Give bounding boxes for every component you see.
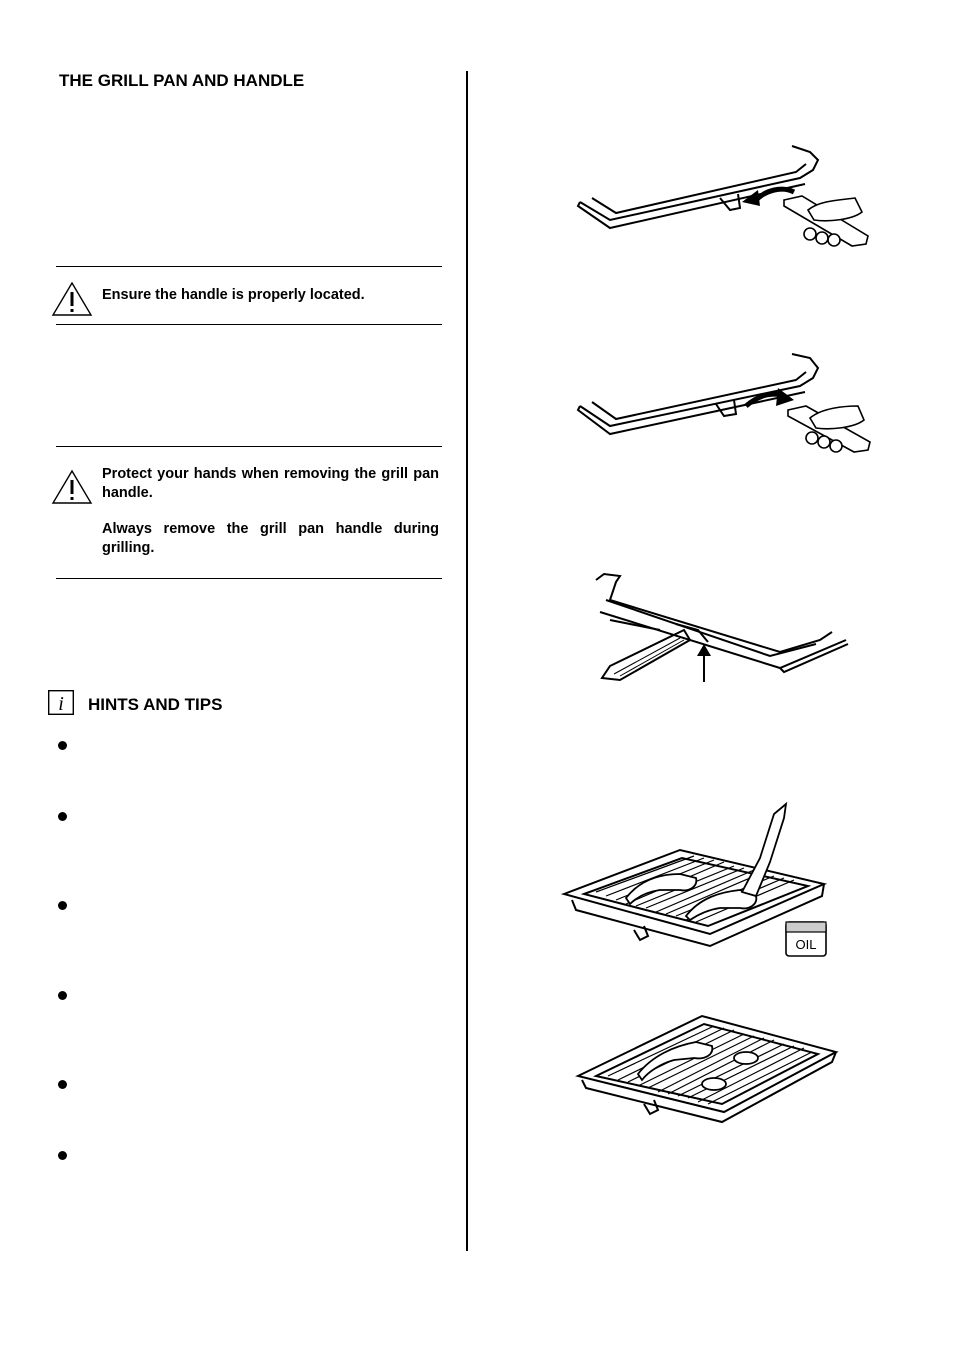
warning-triangle-icon xyxy=(51,277,93,321)
svg-text:i: i xyxy=(58,693,64,715)
warning-text: Ensure the handle is properly located. xyxy=(102,287,365,303)
warning-triangle-icon xyxy=(51,465,93,509)
column-divider xyxy=(466,71,468,1251)
warning-text: Protect your hands when removing the grill pan handle. xyxy=(102,466,439,501)
bullet xyxy=(58,812,67,821)
bullet xyxy=(58,741,67,750)
bullet xyxy=(58,1080,67,1089)
illustration-grill-food xyxy=(574,1010,840,1130)
bullet xyxy=(58,901,67,910)
info-icon xyxy=(48,690,74,715)
illustration-fit-handle xyxy=(570,140,880,255)
oil-jar xyxy=(786,922,826,956)
illustration-handle-underside xyxy=(580,570,860,690)
divider-rule xyxy=(56,578,442,579)
divider-rule xyxy=(56,446,442,447)
oil-label: OIL xyxy=(795,937,817,952)
bullet xyxy=(58,1151,67,1160)
warning-text: Always remove the grill pan handle during grilling. xyxy=(102,521,439,556)
divider-rule xyxy=(56,266,442,267)
illustration-remove-handle xyxy=(570,350,880,465)
illustration-brush-oil xyxy=(560,800,840,960)
divider-rule xyxy=(56,324,442,325)
hints-title: HINTS AND TIPS xyxy=(88,695,223,714)
bullet xyxy=(58,991,67,1000)
section-title: THE GRILL PAN AND HANDLE xyxy=(59,71,305,90)
